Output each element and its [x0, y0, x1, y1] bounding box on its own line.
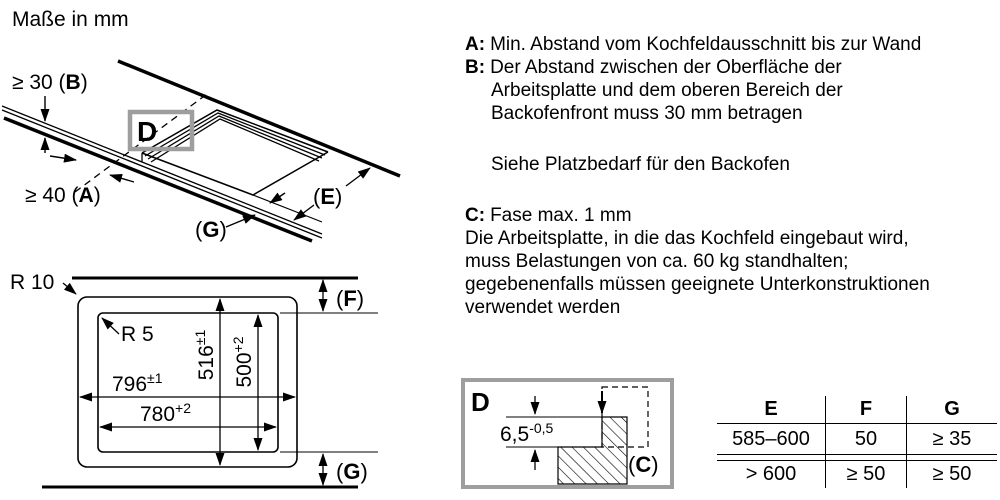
front-edge-thick-line: [4, 118, 312, 241]
radius-outer-label: R 10: [10, 271, 55, 294]
dim-label-f: (F): [336, 286, 365, 311]
note-see-oven-text: Siehe Platzbedarf für den Backofen: [491, 154, 790, 175]
note-c: [465, 204, 949, 227]
detail-d-marker: D: [137, 116, 158, 147]
dim-516-label: $516^{\pm 1}$: [192, 329, 218, 381]
note-b: [465, 56, 949, 125]
table-cell-f2: ≥ 50: [826, 461, 907, 489]
note-a-label: A:: [465, 34, 486, 55]
detail-marker: D: [471, 387, 490, 417]
note-b-text: Der Abstand zwischen der Oberfläche der Arbeitsplatte und dem oberen Bereich der Backofenfront muss 30 mm betragen: [490, 57, 843, 124]
dim-g-leader: [226, 215, 255, 227]
cutout-back-edge-4: [151, 119, 319, 162]
table-cell-e1: 585–600: [717, 424, 826, 455]
cutout-back-edge-1: [142, 110, 328, 153]
table-row: [717, 424, 997, 455]
r10-leader: [63, 283, 76, 294]
note-a: [465, 33, 949, 56]
front-edge-line-2: [2, 110, 322, 238]
table-cell-e2: > 600: [745, 463, 797, 485]
dim-label-g: (G): [195, 217, 227, 242]
dim-label-e: (E): [313, 184, 343, 209]
notes-block: [465, 33, 949, 319]
table-header-g: G: [907, 396, 998, 424]
top-view: [42, 278, 378, 487]
dim-500-label: $500^{+2}$: [230, 336, 256, 388]
note-b-label: B:: [465, 57, 486, 78]
note-a-text: Min. Abstand vom Kochfeldausschnitt bis zur Wand: [490, 34, 922, 55]
chamfer-label: (C): [628, 452, 659, 477]
table-header-e: E: [717, 396, 826, 424]
dimension-table: [717, 396, 997, 488]
note-c-label: C:: [465, 205, 486, 226]
r5-leader: [102, 318, 119, 334]
note-worktop-load-text: Die Arbeitsplatte, in die das Kochfeld eingebaut wird, muss Belastungen von ca. 60 kg standhalten; gegebenenfalls müssen geeignete Unterkonstruktionen verwendet werden: [465, 228, 930, 318]
table-cell-f1: 50: [826, 424, 907, 455]
note-see-oven: [465, 153, 949, 176]
dim-label-g2: (G): [336, 459, 368, 484]
dim-a-arrow-right: [50, 156, 76, 160]
dim-label-a: ≥ 40 (A): [25, 184, 101, 207]
note-c-text: Fase max. 1 mm: [490, 205, 632, 226]
cutout-back-edge-3: [148, 116, 322, 159]
dim-label-b: ≥ 30 (B): [12, 71, 88, 94]
dim-796-label: $796^{\pm 1}$: [112, 370, 163, 396]
page-title: Maße in mm: [12, 8, 129, 31]
note-worktop-load: [465, 227, 949, 319]
dim-780-label: $780^{+2}$: [140, 400, 192, 426]
dim-e-leader-wall: [346, 168, 370, 186]
hob-outline: [78, 297, 297, 467]
dim-g-arrow: [270, 193, 285, 203]
wall-line: [118, 61, 400, 176]
table-cell-g2: ≥ 50: [932, 463, 972, 485]
table-row: [717, 461, 997, 489]
cutout-edge-extension: [253, 195, 322, 222]
table-header-f: F: [826, 396, 907, 424]
table-cell-g1: ≥ 35: [907, 424, 998, 455]
dim-depth-label: $6,5^{-0,5}$: [500, 420, 554, 446]
perspective-view-labels: [12, 71, 342, 242]
radius-inner-label: R 5: [121, 323, 154, 346]
table-header-row: [717, 396, 997, 424]
dim-a-arrow-left: [110, 175, 134, 182]
